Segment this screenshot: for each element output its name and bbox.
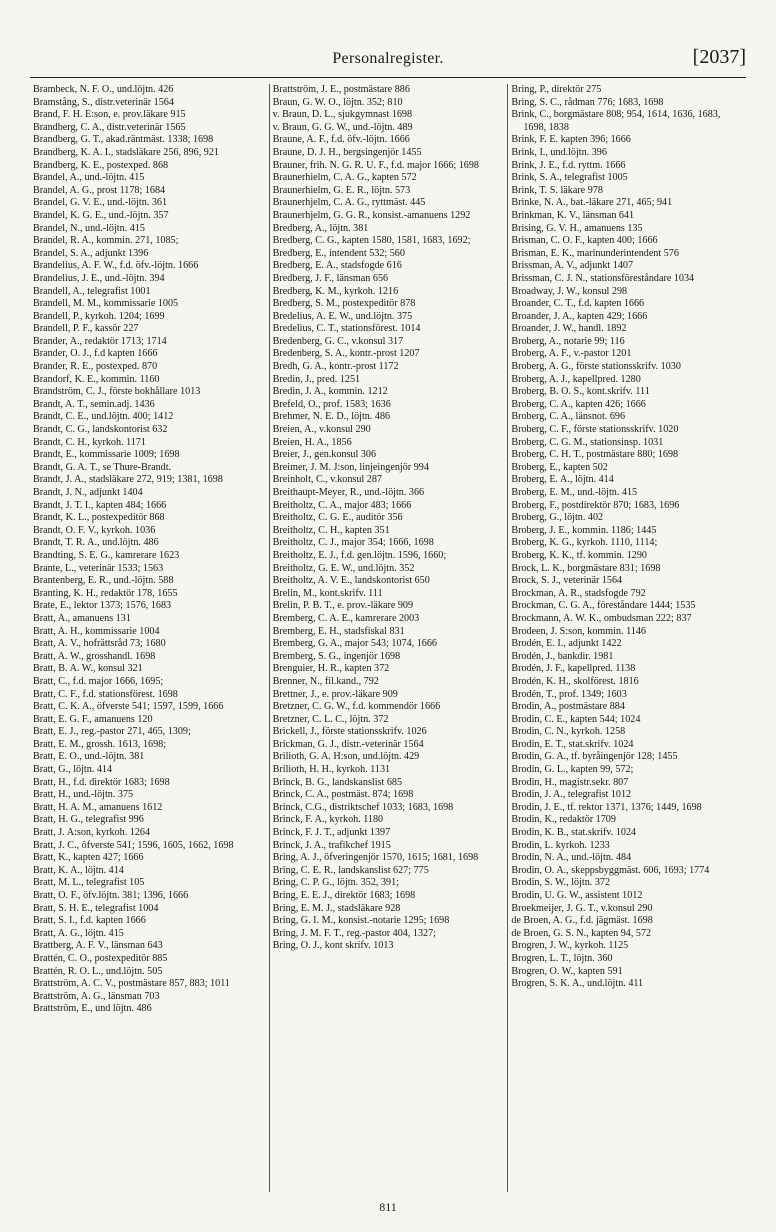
register-entry: Braunerhielm, G. E. R., löjtn. 573 xyxy=(272,184,411,196)
register-entry: Bring, P., direktör 275 xyxy=(511,84,602,95)
register-entry: Brodén, E. I., adjunkt 1422 xyxy=(511,638,622,650)
register-entry: Bratt, E. O., und.-löjtn. 381 xyxy=(33,751,145,763)
register-entry: Bratt, C., f.d. major 1666, 1695; xyxy=(33,675,164,687)
register-entry: Brelin, P. B. T., e. prov.-läkare 909 xyxy=(272,600,414,612)
register-entry: Brickman, G. J., distr.-veterinär 1564 xyxy=(272,738,424,750)
register-entry: Brandt, C. E., und.löjtn. 400; 1412 xyxy=(33,411,174,423)
register-entry: Bredberg, J. F., länsman 656 xyxy=(272,272,389,284)
register-entry: Brattström, J. E., postmästare 886 xyxy=(272,84,410,95)
register-entry: Brandel, A., und.-löjtn. 415 xyxy=(33,172,145,184)
register-entry: Bratt, J. C., öfverste 541; 1596, 1605, 1662, 1698 xyxy=(33,839,234,851)
register-entry: Brandt, K. L., postexpeditör 868 xyxy=(33,512,165,524)
header-rule xyxy=(30,77,746,78)
register-entry: Bredberg, E., intendent 532; 560 xyxy=(272,247,405,259)
register-entry: Broberg, A., notarie 99; 116 xyxy=(511,335,625,347)
register-entry: Brander, R. E., postexped. 870 xyxy=(33,361,158,373)
register-entry: Brodin, S. W., löjtn. 372 xyxy=(511,877,611,889)
register-entry: Brinck, F. A., kyrkoh. 1180 xyxy=(272,814,384,826)
register-entry: Brandt, C. G., landskontorist 632 xyxy=(33,424,168,436)
register-entry: Bratt, G., löjtn. 414 xyxy=(33,764,113,776)
register-entry: Brisman, C. O. F., kapten 400; 1666 xyxy=(511,235,658,247)
register-entry: Brock, S. J., veterinär 1564 xyxy=(511,575,623,587)
register-entry: Bring, S. C., rådman 776; 1683, 1698 xyxy=(511,96,664,108)
register-entry: Breien, H. A., 1856 xyxy=(272,436,352,448)
register-entry: Bratt, A. G., löjtn. 415 xyxy=(33,927,124,939)
register-entry: de Broen, G. S. N., kapten 94, 572 xyxy=(511,927,652,939)
register-entry: Brenner, N., fil.kand., 792 xyxy=(272,675,379,687)
register-entry: Brickell, J., förste stationsskrifv. 1026 xyxy=(272,726,427,738)
register-entry: Bretzner, C. G. W., f.d. kommendör 1666 xyxy=(272,701,441,713)
register-entry: Brandelius, A. F. W., f.d. öfv.-löjtn. 1666 xyxy=(33,260,199,272)
register-entry: Brodin, E. T., stat.skrifv. 1024 xyxy=(511,738,634,750)
register-entry: Breimer, J. M. J:son, linjeingenjör 994 xyxy=(272,461,429,473)
register-entry: Bratt, S. I., f.d. kapten 1666 xyxy=(33,915,146,927)
register-entry: Bratt, K., kapten 427; 1666 xyxy=(33,852,144,864)
register-entry: Bring, O. J., kont skrifv. 1013 xyxy=(272,940,394,952)
register-entry: Brandel, R. A., kommin. 271, 1085; xyxy=(33,235,179,247)
register-entry: Braunerhielm, C. A. G., kapten 572 xyxy=(272,172,417,184)
register-entry: Bredin, J. A., kommin. 1212 xyxy=(272,386,388,398)
register-entry: Bring, G. I. M., konsist.-notarie 1295; 1698 xyxy=(272,915,450,927)
register-entry: Bratt, E. J., reg.-pastor 271, 465, 1309; xyxy=(33,726,191,738)
register-entry: Brodin, U. G. W., assistent 1012 xyxy=(511,890,643,901)
page-header xyxy=(30,44,746,74)
register-entry: Braunerhjelm, G. G. R., konsist.-amanuens 1292 xyxy=(272,209,471,221)
register-entry: Brodin, G. A., tf. byråingenjör 128; 1455 xyxy=(511,751,678,763)
register-entry: Brilioth, H. H., kyrkoh. 1131 xyxy=(272,764,391,776)
register-entry: Broberg, J. E., kommin. 1186; 1445 xyxy=(511,524,657,536)
register-entry: Brockmann, A. W. K., ombudsman 222; 837 xyxy=(511,612,692,624)
register-entry: Brate, E., lektor 1373; 1576, 1683 xyxy=(33,600,172,612)
register-entry: Broberg, C. F., förste stationsskrifv. 1020 xyxy=(511,424,679,436)
register-entry: Bratt, A. H., kommissarie 1004 xyxy=(33,625,160,637)
register-entry: Bremberg, G. A., major 543; 1074, 1666 xyxy=(272,638,437,650)
register-entry: Brink, J. E., f.d. ryttm. 1666 xyxy=(511,159,626,171)
register-entry: Brandt, C. H., kyrkoh. 1171 xyxy=(33,436,146,448)
register-entry: Brandell, M. M., kommissarie 1005 xyxy=(33,298,179,310)
register-entry: Brinkman, K. V., länsman 641 xyxy=(511,209,635,221)
register-entry: Bredberg, S. M., postexpeditör 878 xyxy=(272,298,416,310)
register-entry: Bratt, C. K. A., öfverste 541; 1597, 1599, 1666 xyxy=(33,701,224,713)
register-entry: Bredberg, K. M., kyrkoh. 1216 xyxy=(272,285,399,297)
register-entry: Brandberg, C. A., distr.veterinär 1565 xyxy=(33,121,186,133)
register-entry: Bratt, H., f.d. direktör 1683; 1698 xyxy=(33,776,170,788)
register-entry: Brinke, N. A., bat.-läkare 271, 465; 941 xyxy=(511,197,673,209)
register-entry: Brodén, T., prof. 1349; 1603 xyxy=(511,688,627,700)
register-entry: Brelin, M., kont.skrifv. 111 xyxy=(272,587,383,599)
register-entry: Brandel, N., und.-löjtn. 415 xyxy=(33,222,145,234)
register-entry: Brandberg, K. A. I., stadsläkare 256, 896, 921 xyxy=(33,146,219,158)
register-entry: Brandt, J. T. I., kapten 484; 1666 xyxy=(33,499,167,511)
register-entry: Bredin, J., pred. 1251 xyxy=(272,373,361,385)
register-entry: Brauner, frih. N. G. R. U. F., f.d. major 1666; 1698 xyxy=(272,159,479,171)
register-entry: Brandberg, K. E., postexped. 868 xyxy=(33,159,169,171)
register-entry: Brefeld, O., prof. 1583; 1636 xyxy=(272,398,391,410)
register-entry: Bredelius, C. T., stationsförest. 1014 xyxy=(272,323,421,335)
register-entry: Brandell, P. F., kassör 227 xyxy=(33,323,139,335)
register-entry: Brenguier, H. R., kapten 372 xyxy=(272,663,390,675)
register-entry: Broberg, A. G., förste stationsskrifv. 1030 xyxy=(511,361,681,373)
register-entry: Brilioth, G. A. H:son, und.löjtn. 429 xyxy=(272,751,420,763)
register-entry: Brattén, C. O., postexpeditör 885 xyxy=(33,952,168,964)
register-entry: Brandt, J. N., adjunkt 1404 xyxy=(33,487,143,498)
register-entry: Brandell, P., kyrkoh. 1204; 1699 xyxy=(33,310,165,322)
register-entry: Brodin, H., magistr.sekr. 807 xyxy=(511,776,629,788)
register-entry: Brandting, S. E. G., kamrerare 1623 xyxy=(33,549,180,561)
register-entry: Brogren, O. W., kapten 591 xyxy=(511,965,623,977)
page-number: 811 xyxy=(379,1200,397,1214)
register-entry: Brising, G. V. H., amanuens 135 xyxy=(511,222,643,234)
register-entry: Brandt, O. F. V., kyrkoh. 1036 xyxy=(33,524,156,536)
register-entry: Brinck, F. J. T., adjunkt 1397 xyxy=(272,827,391,839)
register-entry: Brinck, B. G., landskanslist 685 xyxy=(272,776,403,788)
register-entry: Brodin, O. A., skeppsbyggmäst. 606, 1693; 1774 xyxy=(511,864,710,876)
register-entry: Broberg, K. G., kyrkoh. 1110, 1114; xyxy=(511,537,658,549)
register-entry: Brink, T. S. läkare 978 xyxy=(511,184,603,196)
register-entry: Brodin, K. B., stat.skrifv. 1024 xyxy=(511,827,637,839)
register-entry: Brandt, E., kommissarie 1009; 1698 xyxy=(33,449,180,461)
register-entry: Bratt, H. G., telegrafist 996 xyxy=(33,814,144,826)
register-entry: Bremberg, E. H., stadsfiskal 831 xyxy=(272,625,405,637)
register-entry: Bremberg, C. A. E., kamrerare 2003 xyxy=(272,612,420,624)
register-entry: Bratt, H., und.-löjtn. 375 xyxy=(33,789,134,801)
register-entry: Brodén, K. H., skolförest. 1816 xyxy=(511,675,639,687)
register-entry: Brettner, J., e. prov.-läkare 909 xyxy=(272,688,398,700)
register-entry: Brodin, N. A., und.-löjtn. 484 xyxy=(511,852,632,864)
register-entry: Broadway, J. W., konsul 298 xyxy=(511,285,628,297)
register-entry: Brandel, K. G. E., und.-löjtn. 357 xyxy=(33,209,169,221)
register-entry: Bremberg, S. G., ingenjör 1698 xyxy=(272,650,401,662)
register-entry: Brink, C., borgmästare 808; 954, 1614, 1636, 1683, 1698, 1838 xyxy=(511,109,721,133)
register-entry: Bratt, J. A:son, kyrkoh. 1264 xyxy=(33,827,151,839)
register-entry: Brogren, L. T., löjtn. 360 xyxy=(511,952,613,964)
register-entry: Brandel, G. V. E., und.-löjtn. 361 xyxy=(33,197,168,209)
register-entry: Broberg, E. M., und.-löjtn. 415 xyxy=(511,487,638,498)
register-entry: Bratt, C. F., f.d. stationsförest. 1698 xyxy=(33,688,178,700)
register-entry: Bratt, H. A. M., amanuens 1612 xyxy=(33,801,163,813)
page-title: Personalregister. xyxy=(332,50,444,67)
register-entry: Brockman, C. G. A., föreståndare 1444; 1535 xyxy=(511,600,696,612)
register-entry: Brodin, L. kyrkoh. 1233 xyxy=(511,839,610,851)
register-entry: Brodin, G. L., kapten 99, 572; xyxy=(511,764,634,776)
register-entry: Brattberg, A. F. V., länsman 643 xyxy=(33,940,163,952)
register-entry: Bramstång, S., distr.veterinär 1564 xyxy=(33,96,174,108)
register-entry: Broberg, K. K., tf. kommin. 1290 xyxy=(511,549,647,561)
register-entry: Breitholtz, C. H., kapten 351 xyxy=(272,524,390,536)
register-entry: Bredberg, C. G., kapten 1580, 1581, 1683, 1692; xyxy=(272,235,471,247)
register-entry: Brambeck, N. F. O., und.löjtn. 426 xyxy=(33,84,174,95)
register-entry: Brandorf, K. E., kommin. 1160 xyxy=(33,373,160,385)
register-entry: Bring, J. M. F. T., reg.-pastor 404, 1327; xyxy=(272,927,436,939)
register-entry: Brandt, T. R. A., und.löjtn. 486 xyxy=(33,537,159,549)
register-entry: Brandelius, J. E., und.-löjtn. 394 xyxy=(33,272,165,284)
register-entry: Breier, J., gen.konsul 306 xyxy=(272,449,377,461)
register-entry: Brogren, S. K. A., und.löjtn. 411 xyxy=(511,978,644,990)
register-entry: Breitholtz, C. A., major 483; 1666 xyxy=(272,499,412,511)
register-entry: Brink, I., und.löjtn. 396 xyxy=(511,146,607,158)
register-entry: Branting, K. H., redaktör 178, 1655 xyxy=(33,587,178,599)
register-entry: Bratt, A., amanuens 131 xyxy=(33,612,131,624)
register-entry: Brattén, R. O. L., und.löjtn. 505 xyxy=(33,965,163,977)
register-entry: Brodin, K., redaktör 1709 xyxy=(511,814,616,826)
register-entry: Brissman, A. V., adjunkt 1407 xyxy=(511,260,634,272)
register-entry: Bring, E. E. J., direktör 1683; 1698 xyxy=(272,890,416,901)
register-entry: Brink, S. A., telegrafist 1005 xyxy=(511,172,628,184)
register-entry: Broander, C. T., f.d. kapten 1666 xyxy=(511,298,645,310)
register-entry: Bredh, G. A., kontr.-prost 1172 xyxy=(272,361,399,373)
register-entry: Broberg, A. F., v.-pastor 1201 xyxy=(511,348,632,360)
page-label: [2037] xyxy=(692,46,746,68)
register-entry: Brandell, A., telegrafist 1001 xyxy=(33,285,151,297)
register-entry: Bratt, K. A., löjtn. 414 xyxy=(33,864,124,876)
register-entry: Bratt, E. G. F., amanuens 120 xyxy=(33,713,153,725)
register-entry: Braunerhjelm, C. A. G., ryttmäst. 445 xyxy=(272,197,426,209)
register-entry: Brandt, J. A., stadsläkare 272, 919; 1381, 1698 xyxy=(33,474,223,486)
register-entry: Brander, O. J., f.d kapten 1666 xyxy=(33,348,158,360)
register-entry: Brodin, C. N., kyrkoh. 1258 xyxy=(511,726,626,738)
register-entry: Brogren, J. W., kyrkoh. 1125 xyxy=(511,940,629,952)
register-entry: Brandberg, G. T., akad.räntmäst. 1338; 1698 xyxy=(33,134,214,146)
register-entry: Brandt, G. A. T., se Thure-Brandt. xyxy=(33,461,172,473)
register-entry: Broander, J. A., kapten 429; 1666 xyxy=(511,310,648,322)
register-entry: Broberg, B. O. S., kont.skrifv. 111 xyxy=(511,386,650,398)
register-entry: Braun, G. W. O., löjtn. 352; 810 xyxy=(272,96,403,108)
register-entry: Broberg, F., postdirektör 870; 1683, 1696 xyxy=(511,499,680,511)
register-entry: Brodin, A., postmästare 884 xyxy=(511,701,625,713)
register-entry: Breitholtz, C. G. E., auditör 356 xyxy=(272,512,403,524)
register-entry: Bretzner, C. L. C., löjtn. 372 xyxy=(272,713,389,725)
register-entry: Bring, A. J., öfveringenjör 1570, 1615; 1681, 1698 xyxy=(272,852,479,864)
register-entry: Brisman, E. K., marinunderintendent 576 xyxy=(511,247,679,259)
register-entry: Brinck, C. A., postmäst. 874; 1698 xyxy=(272,789,414,801)
register-entry: Bredberg, E. A., stadsfogde 616 xyxy=(272,260,402,272)
register-entry: Brandt, A. T., semin.adj. 1436 xyxy=(33,398,155,410)
register-entry: Bredenberg, G. C., v.konsul 317 xyxy=(272,335,404,347)
register-entry: Brodin, J. A., telegrafist 1012 xyxy=(511,789,632,801)
register-entry: Brinck, J. A., trafikchef 1915 xyxy=(272,839,391,851)
register-entry: Broberg, C. A., länsnot. 696 xyxy=(511,411,626,423)
register-entry: Brand, F. H. E:son, e. prov.läkare 915 xyxy=(33,109,186,121)
register-entry: Braune, A. F., f.d. öfv.-löjtn. 1666 xyxy=(272,134,410,146)
register-entry: Bratt, S. H. E., telegrafist 1004 xyxy=(33,902,159,914)
register-entry: Bratt, M. L., telegrafist 105 xyxy=(33,877,145,889)
register-entry: Broberg, E. A., löjtn. 414 xyxy=(511,474,614,486)
register-entry: Brodén, J., bankdir. 1981 xyxy=(511,650,614,662)
register-entry: Brattström, A. G., länsman 703 xyxy=(33,990,160,1002)
register-columns xyxy=(30,84,746,1192)
register-entry: Broberg, C. H. T., postmästare 880; 1698 xyxy=(511,449,679,461)
register-entry: Bredelius, A. E. W., und.löjtn. 375 xyxy=(272,310,413,322)
register-entry: Broekmeijer, J. G. T., v.konsul 290 xyxy=(511,902,653,914)
register-entry: Bratt, A. W., grosshandl. 1698 xyxy=(33,650,156,662)
register-entry: Brattström, E., und löjtn. 486 xyxy=(33,1003,152,1015)
register-entry: Brinck, C.G., distriktschef 1033; 1683, 1698 xyxy=(272,801,454,813)
register-entry: Brissman, C. J. N., stationsföreståndare 1034 xyxy=(511,272,695,284)
register-entry: Brandström, C. J., förste bokhållare 1013 xyxy=(33,386,201,398)
register-entry: Breitholtz, C. J., major 354; 1666, 1698 xyxy=(272,537,434,549)
register-entry: Brandel, S. A., adjunkt 1396 xyxy=(33,247,149,259)
register-entry: Brante, L., veterinär 1533; 1563 xyxy=(33,562,164,574)
register-entry: Breitholtz, A. V. E., landskontorist 650 xyxy=(272,575,430,587)
register-entry: Brink, F. E. kapten 396; 1666 xyxy=(511,134,631,146)
register-entry: Brodén, J. F., kapellpred. 1138 xyxy=(511,663,636,675)
register-column-3 xyxy=(507,84,746,1192)
register-column-2 xyxy=(269,84,508,1192)
register-entry: Bratt, O. F., öfv.löjtn. 381; 1396, 1666 xyxy=(33,890,189,901)
register-entry: Brodeen, J. S:son, kommin. 1146 xyxy=(511,625,646,637)
register-entry: Bratt, E. M., grossh. 1613, 1698; xyxy=(33,738,167,750)
register-entry: Braune, D. J. H., bergsingenjör 1455 xyxy=(272,146,422,158)
register-entry: Bratt, A. V., hofrättsråd 73; 1680 xyxy=(33,638,166,650)
register-entry: v. Braun, G. G. W., und.-löjtn. 489 xyxy=(272,121,413,133)
register-entry: Brehmer, N. E. D., löjtn. 486 xyxy=(272,411,391,423)
register-entry: v. Braun, D. L., sjukgymnast 1698 xyxy=(272,109,413,121)
register-entry: Brock, L. K., borgmästare 831; 1698 xyxy=(511,562,661,574)
register-entry: Breitholtz, E. J., f.d. gen.löjtn. 1596, 1660; xyxy=(272,549,447,561)
register-entry: Bring, E. M. J., stadsläkare 928 xyxy=(272,902,401,914)
register-entry: Brockman, A. R., stadsfogde 792 xyxy=(511,587,646,599)
register-entry: Bredenberg, S. A., kontr.-prost 1207 xyxy=(272,348,420,360)
register-entry: Brandel, A. G., prost 1178; 1684 xyxy=(33,184,166,196)
register-entry: Broberg, E., kapten 502 xyxy=(511,461,608,473)
register-entry: de Broen, A. G., f.d. jägmäst. 1698 xyxy=(511,915,653,927)
register-entry: Bring, C. E. R., landskanslist 627; 775 xyxy=(272,864,429,876)
register-entry: Bredberg, A., löjtn. 381 xyxy=(272,222,369,234)
register-entry: Brodin, J. E., tf. rektor 1371, 1376; 1449, 1698 xyxy=(511,801,702,813)
register-entry: Brattström, A. C. V., postmästare 857, 883; 1011 xyxy=(33,978,230,990)
register-entry: Broberg, A. J., kapellpred. 1280 xyxy=(511,373,641,385)
register-column-1 xyxy=(30,84,269,1192)
register-entry: Brodin, C. E., kapten 544; 1024 xyxy=(511,713,641,725)
register-entry: Broberg, C. G. M., stationsinsp. 1031 xyxy=(511,436,664,448)
register-entry: Broander, J. W., handl. 1892 xyxy=(511,323,627,335)
register-entry: Breien, A., v.konsul 290 xyxy=(272,424,371,436)
register-entry: Brantenberg, E. R., und.-löjtn. 588 xyxy=(33,575,174,587)
register-entry: Broberg, G., löjtn. 402 xyxy=(511,512,604,524)
register-entry: Breitholtz, G. E. W., und.löjtn. 352 xyxy=(272,562,415,574)
register-entry: Bring, C. P. G., löjtn. 352, 391; xyxy=(272,877,399,889)
register-entry: Breinholt, C., v.konsul 287 xyxy=(272,474,382,486)
register-entry: Bratt, B. A. W., konsul 321 xyxy=(33,663,143,675)
register-entry: Broberg, C. A., kapten 426; 1666 xyxy=(511,398,646,410)
register-entry: Breithaupt-Meyer, R., und.-löjtn. 366 xyxy=(272,487,425,498)
register-entry: Brander, A., redaktör 1713; 1714 xyxy=(33,335,167,347)
